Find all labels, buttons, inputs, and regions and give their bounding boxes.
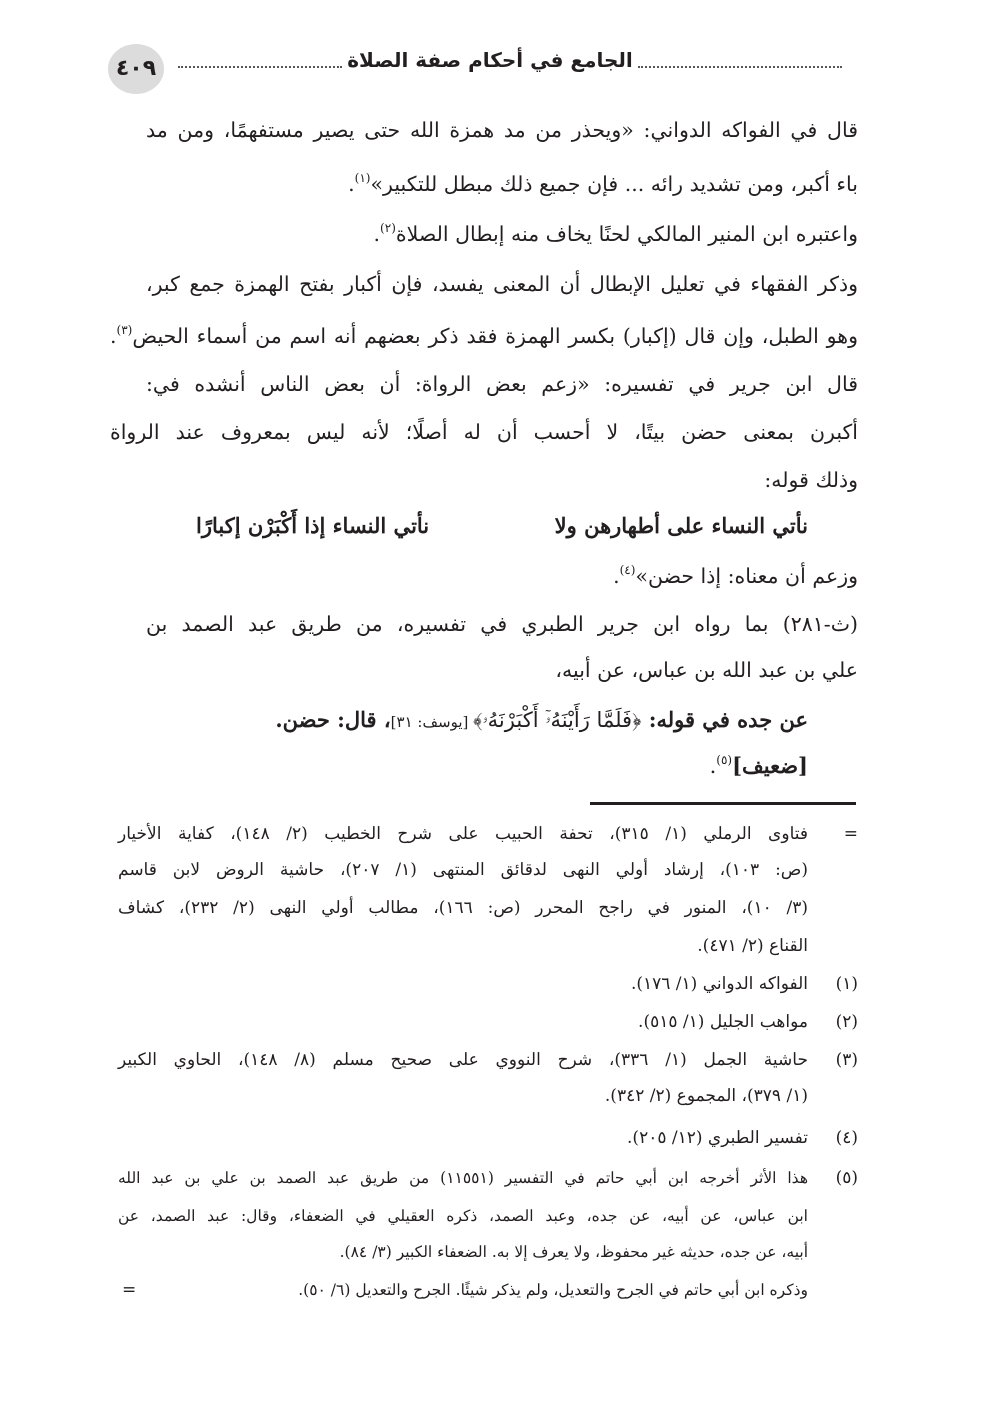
footnote-4-marker: (٤)	[835, 1128, 858, 1148]
footnote-ref-5[interactable]: (٥)	[716, 753, 733, 767]
body-line-6: قال ابن جرير في تفسيره: «زعم بعض الرواة: أن بعض الناس أنشده في:	[146, 372, 858, 396]
body-line-7: أكبرن بمعنى حضن بيتًا، لا أحسب أن له أصلًا؛ لأنه ليس بمعروف عند الرواة	[110, 420, 858, 444]
quran-quote: ﴿فَلَمَّا رَأَيْنَهُۥٓ أَكْبَرْنَهُۥ﴾	[473, 708, 642, 732]
footnote-5-marker: (٥)	[835, 1168, 858, 1188]
footnote-continuation-line-1: فتاوى الرملي (١/ ٣١٥)، تحفة الحبيب على شرح الخطيب (٢/ ١٤٨)، كفاية الأخيار	[118, 824, 809, 844]
body-line-4: وذكر الفقهاء في تعليل الإبطال أن المعنى يفسد، فإن أكبار بفتح الهمزة جمع كبر،	[146, 272, 858, 296]
footnote-3-line-1: حاشية الجمل (١/ ٣٣٦)، شرح النووي على صحيح مسلم (٨/ ١٤٨)، الحاوي الكبير	[118, 1050, 808, 1070]
athar-grade: [ضعيف]$^{(٥)}$.	[709, 753, 808, 778]
verse-first-hemistich: نأتي النساء على أطهارهن ولا	[554, 513, 808, 538]
footnote-ref-4[interactable]: (٤)	[619, 563, 636, 577]
athar-intro-line-2: علي بن عبد الله بن عباس، عن أبيه،	[555, 658, 858, 682]
footnote-1-text: الفواكه الدواني (١/ ١٧٦).	[630, 974, 808, 994]
running-title: الجامع في أحكام صفة الصلاة	[347, 48, 633, 72]
footnote-5-line-2: ابن عباس، عن أبيه، عن جده، وعبد الصمد، ذكره العقيلي في الضعفاء، وقال: عبد الصمد، عن	[118, 1207, 808, 1225]
quran-reference: [يوسف: ٣١]	[390, 713, 474, 731]
continues-marker: =	[122, 1280, 137, 1300]
footnote-ref-3[interactable]: (٣)	[116, 323, 133, 337]
verse-second-hemistich: نأتي النساء إذا أَكْبَرْن إكبارًا	[196, 513, 430, 538]
athar-text: عن جده في قوله: ﴿فَلَمَّا رَأَيْنَهُۥٓ أَكْبَرْنَهُۥ﴾ [يوسف: ٣١]، قال: حضن.	[275, 707, 808, 732]
footnote-4-text: تفسير الطبري (١٢/ ٢٠٥).	[627, 1128, 808, 1148]
footnote-2-marker: (٢)	[835, 1012, 858, 1032]
body-line-1: قال في الفواكه الدواني: «ويحذر من مد همزة الله حتى يصير مستفهمًا، ومن مد	[146, 118, 858, 142]
footnote-ref-2[interactable]: (٢)	[380, 221, 396, 235]
header-dotted-leader-left	[178, 66, 342, 68]
athar-intro-line-1: (ث-٢٨١) بما رواه ابن جرير الطبري في تفسيره، من طريق عبد الصمد بن	[146, 612, 858, 636]
continuation-marker: =	[843, 824, 858, 844]
footnote-ref-1[interactable]: (١)	[354, 171, 371, 185]
body-line-2: باء أكبر، ومن تشديد رائه ... فإن جميع ذلك مبطل للتكبير»$^{(١)}$.	[348, 171, 858, 196]
body-line-5: وهو الطبل، وإن قال (إكبار) بكسر الهمزة فقد ذكر بعضهم أنه اسم من أسماء الحيض$^{(٣)}$.	[110, 323, 858, 348]
footnote-continuation-line-4: القناع (٢/ ٤٧١).	[697, 936, 808, 956]
page-number: ٤٠٩	[115, 56, 157, 81]
footnote-3-marker: (٣)	[835, 1050, 858, 1070]
footnote-5-line-4: وذكره ابن أبي حاتم في الجرح والتعديل، ولم يذكر شيئًا. الجرح والتعديل (٦/ ٥٠).	[298, 1281, 808, 1299]
footnote-2-text: مواهب الجليل (١/ ٥١٥).	[638, 1012, 808, 1032]
footnote-continuation-line-3: (٣/ ١٠)، المنور في راجح المحرر (ص: ١٦٦)، مطالب أولي النهى (٢/ ٢٣٢)، كشاف	[118, 898, 809, 918]
grade-label: [ضعيف]	[732, 753, 808, 778]
footnote-5-line-1: هذا الأثر أخرجه ابن أبي حاتم في التفسير (١١٥٥١) من طريق عبد الصمد بن علي بن عبد الله	[118, 1169, 808, 1187]
footnote-3-line-2: (١/ ٣٧٩)، المجموع (٢/ ٣٤٢).	[604, 1086, 808, 1106]
header-dotted-leader-right	[638, 66, 842, 68]
footnote-1-marker: (١)	[835, 974, 858, 994]
body-line-after-verse: وزعم أن معناه: إذا حضن»$^{(٤)}$.	[613, 563, 858, 588]
body-line-3: واعتبره ابن المنير المالكي لحنًا يخاف منه إبطال الصلاة$^{(٢)}$.	[373, 221, 858, 246]
footnote-5-line-3: أبيه، عن جده، حديثه غير محفوظ، ولا يعرف إلا به. الضعفاء الكبير (٣/ ٨٤).	[339, 1243, 808, 1261]
footnote-continuation-line-2: (ص: ١٠٣)، إرشاد أولي النهى لدقائق المنتهى (١/ ٢٠٧)، حاشية الروض لابن قاسم	[118, 860, 808, 880]
body-line-8: وذلك قوله:	[764, 468, 858, 492]
footnote-separator	[590, 802, 856, 805]
